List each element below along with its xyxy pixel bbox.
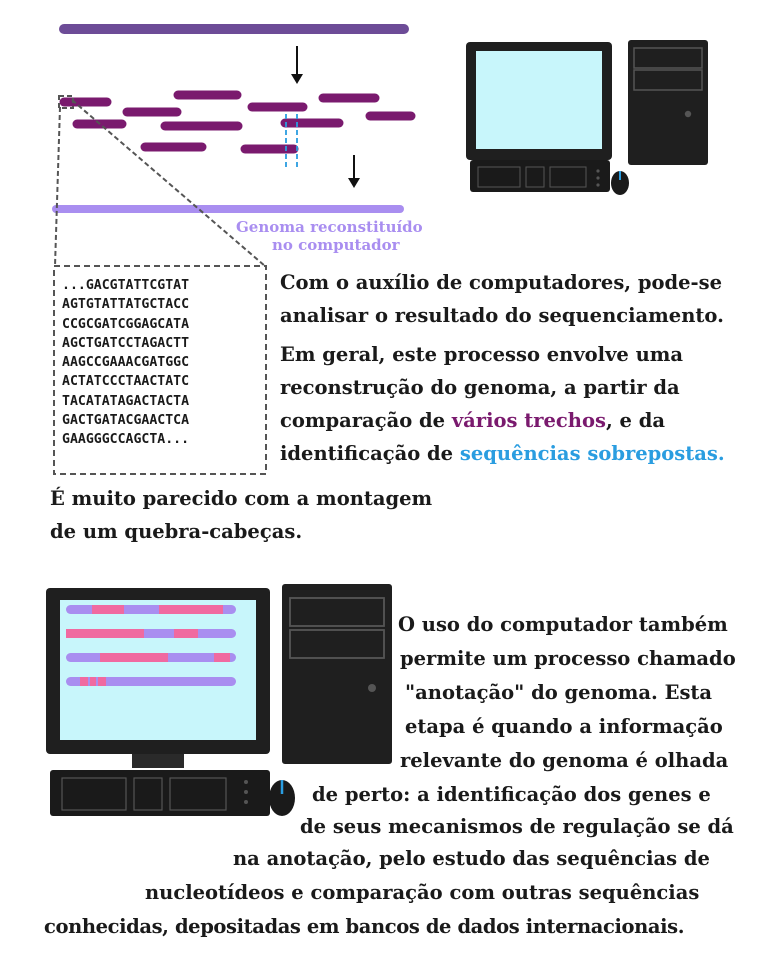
sequence-line: AGTGTATTATGCTACC	[62, 297, 190, 313]
sequence-line: AAGCCGAAACGATGGC	[62, 355, 190, 371]
annotation-paragraph-line: nucleotídeos e comparação com outras sequências	[145, 881, 700, 904]
down-arrow-icon	[348, 155, 360, 188]
annotation-paragraph-line: "anotação" do genoma. Esta	[405, 681, 713, 704]
annotation-paragraph-line: O uso do computador também	[398, 613, 728, 636]
sequence-line: AGCTGATCCTAGACTT	[62, 335, 190, 351]
mouse-icon	[269, 780, 295, 816]
annotation-paragraph-line: conhecidas, depositadas em bancos de dados internacionais.	[44, 915, 685, 938]
mouse-icon	[611, 171, 629, 195]
highlight-fragments: vários trechos	[451, 409, 606, 432]
puzzle-paragraph: É muito parecido com a montagem de um quebra-cabeças.	[50, 487, 433, 543]
annotation-paragraph-line: de seus mecanismos de regulação se dá	[300, 815, 734, 838]
down-arrow-icon	[291, 46, 303, 84]
annotation-paragraph-line: etapa é quando a informação	[405, 715, 723, 738]
reconstructed-genome-label: Genoma reconstituído no computador	[236, 218, 423, 254]
sequence-line: TACATATAGACTACTA	[62, 393, 190, 409]
sequence-line: GACTGATACGAACTCA	[62, 413, 190, 429]
process-paragraph: Em geral, este processo envolve uma reconstrução do genoma, a partir da comparação de vários trechos, e da identificação de sequências sobrepostas.	[280, 343, 725, 465]
highlight-overlaps: sequências sobrepostas.	[459, 442, 725, 465]
dna-sequence-text	[62, 276, 189, 450]
intro-paragraph: Com o auxílio de computadores, pode-se analisar o resultado do sequenciamento.	[280, 271, 724, 327]
computer-icon	[466, 40, 716, 200]
keyboard-icon	[470, 160, 610, 192]
sequence-line: CCGCGATCGGAGCATA	[62, 316, 190, 332]
sequence-line: GAAGGGCCAGCTA...	[62, 432, 190, 448]
annotation-paragraph-line: de perto: a identificação dos genes e	[312, 783, 711, 806]
sequence-line: ACTATCCCTAACTATC	[62, 374, 190, 390]
annotation-paragraph-line: relevante do genoma é olhada	[400, 749, 729, 772]
sequence-fragments	[64, 95, 411, 149]
annotation-paragraph-line: na anotação, pelo estudo das sequências de	[233, 847, 710, 870]
annotation-paragraph-line: permite um processo chamado	[400, 647, 736, 670]
keyboard-icon	[50, 770, 270, 816]
sequence-line: ...GACGTATTCGTAT	[62, 278, 190, 293]
